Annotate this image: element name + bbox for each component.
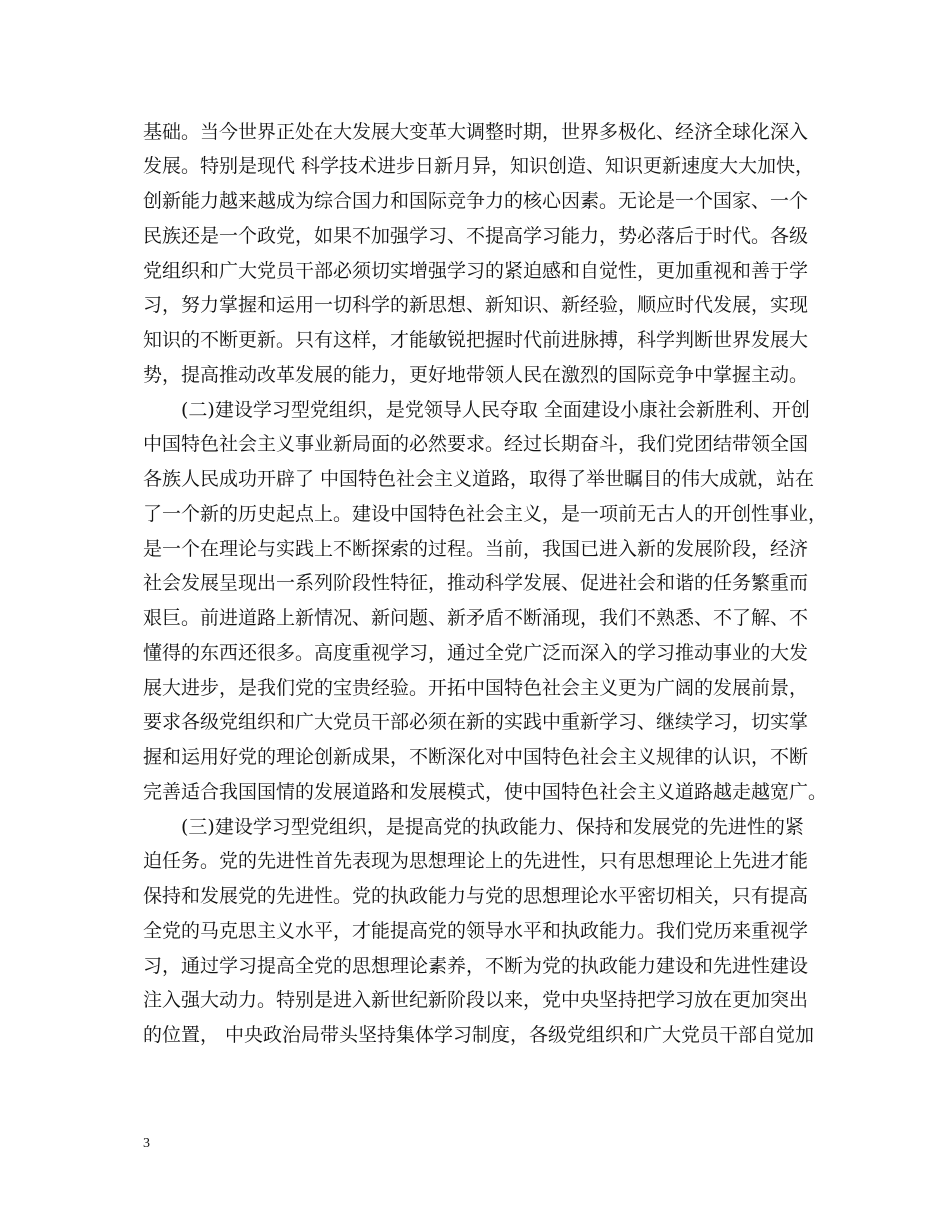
text-line: 全党的马克思主义水平，才能提高党的领导水平和执政能力。我们党历来重视学 (143, 920, 809, 942)
text-line: 完善适合我国国情的发展道路和发展模式，使中国特色社会主义道路越走越宽广。 (143, 781, 828, 803)
text-line: 基础。当今世界正处在大发展大变革大调整时期，世界多极化、经济全球化深入 (143, 121, 809, 143)
text-line: 创新能力越来越成为综合国力和国际竞争力的核心因素。无论是一个国家、一个 (143, 190, 809, 212)
text-line: 民族还是一个政党，如果不加强学习、不提高学习能力，势必落后于时代。各级 (143, 225, 809, 247)
text-line: 知识的不断更新。只有这样，才能敏锐把握时代前进脉搏，科学判断世界发展大 (143, 329, 809, 351)
text-line: 艰巨。前进道路上新情况、新问题、新矛盾不断涌现，我们不熟悉、不了解、不 (143, 607, 809, 629)
text-line: 党组织和广大党员干部必须切实增强学习的紧迫感和自觉性，更加重视和善于学 (143, 260, 809, 282)
text-line: 各族人民成功开辟了 中国特色社会主义道路，取得了举世瞩目的伟大成就，站在 (143, 468, 815, 490)
text-line: (二)建设学习型党组织，是党领导人民夺取 全面建设小康社会新胜利、开创 (181, 399, 810, 421)
text-line: 中国特色社会主义事业新局面的必然要求。经过长期奋斗，我们党团结带领全国 (143, 433, 809, 455)
text-line: 握和运用好党的理论创新成果，不断深化对中国特色社会主义规律的认识，不断 (143, 746, 809, 768)
page-number: 3 (143, 1136, 150, 1151)
text-line: 注入强大动力。特别是进入新世纪新阶段以来，党中央坚持把学习放在更加突出 (143, 989, 809, 1011)
text-line: 势，提高推动改革发展的能力，更好地带领人民在激烈的国际竞争中掌握主动。 (143, 364, 809, 386)
text-line: 习，努力掌握和运用一切科学的新思想、新知识、新经验，顺应时代发展，实现 (143, 294, 809, 316)
text-line: 保持和发展党的先进性。党的执政能力与党的思想理论水平密切相关，只有提高 (143, 885, 809, 907)
text-line: 展大进步，是我们党的宝贵经验。开拓中国特色社会主义更为广阔的发展前景， (143, 677, 809, 699)
text-line: 是一个在理论与实践上不断探索的过程。当前，我国已进入新的发展阶段，经济 (143, 538, 809, 560)
text-line: 迫任务。党的先进性首先表现为思想理论上的先进性，只有思想理论上先进才能 (143, 850, 809, 872)
text-line: 的位置， 中央政治局带头坚持集体学习制度，各级党组织和广大党员干部自觉加 (143, 1024, 815, 1046)
text-line: 了一个新的历史起点上。建设中国特色社会主义，是一项前无古人的开创性事业， (143, 503, 828, 525)
text-line: (三)建设学习型党组织，是提高党的执政能力、保持和发展党的先进性的紧 (181, 816, 804, 838)
text-line: 社会发展呈现出一系列阶段性特征，推动科学发展、促进社会和谐的任务繁重而 (143, 572, 809, 594)
text-line: 要求各级党组织和广大党员干部必须在新的实践中重新学习、继续学习，切实掌 (143, 711, 809, 733)
text-line: 发展。特别是现代 科学技术进步日新月异，知识创造、知识更新速度大大加快， (143, 155, 815, 177)
text-line: 懂得的东西还很多。高度重视学习，通过全党广泛而深入的学习推动事业的大发 (143, 642, 809, 664)
text-line: 习，通过学习提高全党的思想理论素养，不断为党的执政能力建设和先进性建设 (143, 955, 809, 977)
